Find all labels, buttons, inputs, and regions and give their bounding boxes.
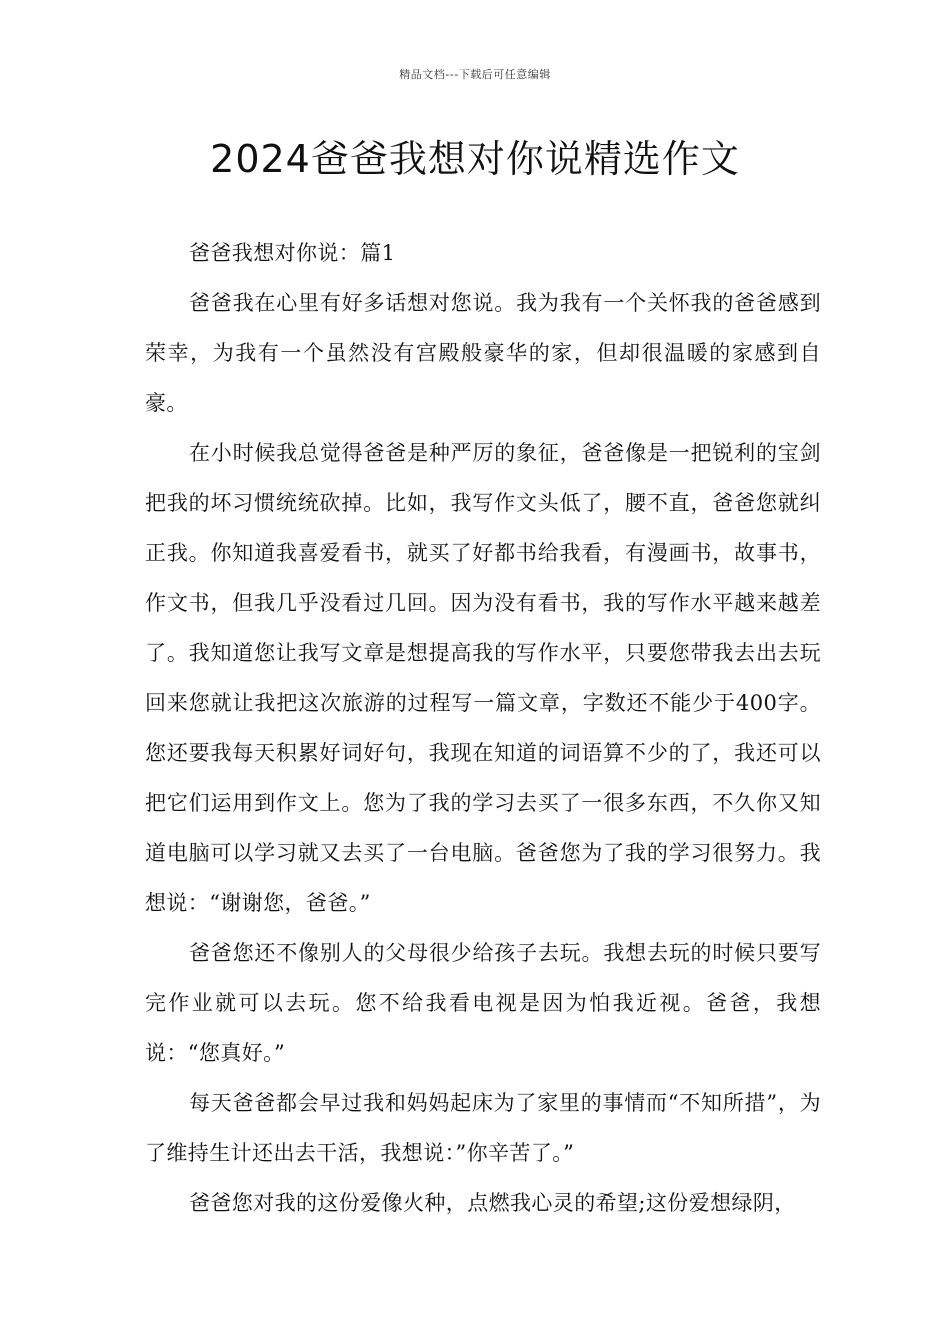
paragraph: 爸爸您对我的这份爱像火种，点燃我心灵的希望;这份爱想绿阴， bbox=[189, 1191, 796, 1215]
paragraph: 爸爸我在心里有好多话想对您说。我为我有一个关怀我的爸爸感到荣幸，为我有一个虽然没有宫殿般豪华的家，但却很温暖的家感到自豪。 bbox=[145, 291, 821, 415]
paragraph: 在小时候我总觉得爸爸是种严厉的象征，爸爸像是一把锐利的宝剑把我的坏习惯统统砍掉。比如，我写作文头低了，腰不直，爸爸您就纠正我。你知道我喜爱看书，就买了好都书给我看，有漫画书，故事书，作文书，但我几乎没看过几回。因为没有看书，我的写作水平越来越差了。我知道您让我写文章是想提高我的写作水平，只要您带我去出去玩回来您就让我把这次旅游的过程写一篇文章，字数还不能少于400字。您还要我每天积累好词好句，我现在知道的词语算不少的了，我还可以把它们运用到作文上。您为了我的学习去买了一很多东西，不久你又知道电脑可以学习就又去买了一台电脑。爸爸您为了我的学习很努力。我想说：“谢谢您，爸爸。” bbox=[145, 441, 821, 915]
section-heading: 爸爸我想对你说：篇1 bbox=[189, 241, 396, 265]
paragraph: 爸爸您还不像别人的父母很少给孩子去玩。我想去玩的时候只要写完作业就可以去玩。您不给我看电视是因为怕我近视。爸爸，我想说：“您真好。” bbox=[145, 941, 821, 1065]
document-body bbox=[145, 228, 821, 1228]
document-title: 2024爸爸我想对你说精选作文 bbox=[210, 137, 740, 181]
header-note: 精品文档---下载后可任意编辑 bbox=[399, 68, 551, 81]
paragraph: 每天爸爸都会早过我和妈妈起床为了家里的事情而“不知所措”，为了维持生计还出去干活，我想说：”你辛苦了。” bbox=[145, 1091, 821, 1165]
